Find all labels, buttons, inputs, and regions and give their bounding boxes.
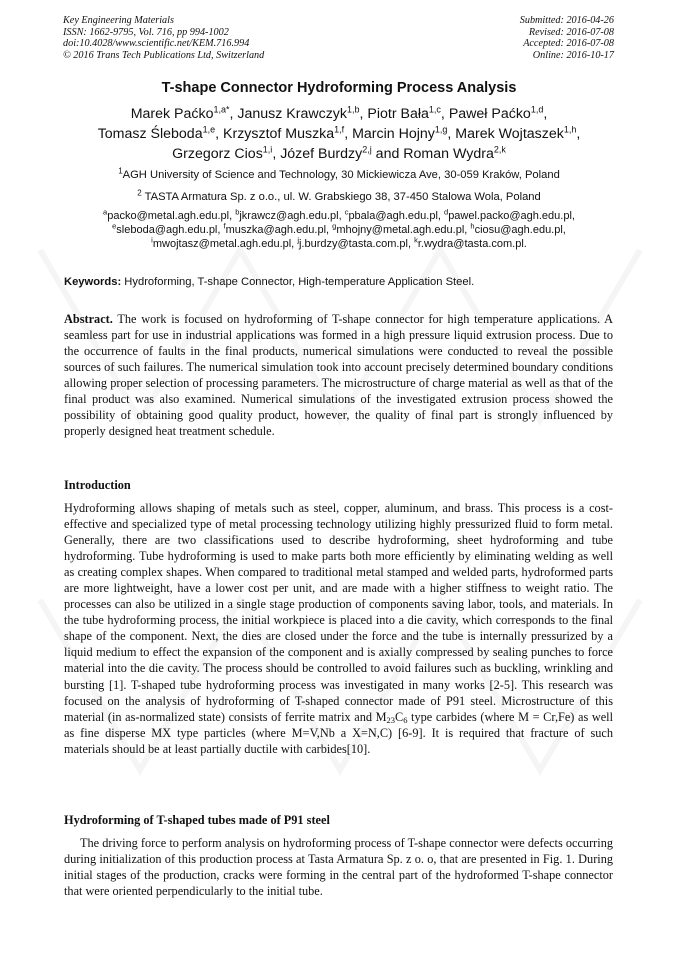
date-accepted: Accepted: 2016-07-08 <box>523 38 614 50</box>
author: Marcin Hojny$^{1,g}$, <box>352 124 456 142</box>
abstract <box>64 311 613 439</box>
section-paragraph: The driving force to perform analysis on hydroforming process of T-shape connector were defects occurring during initialization of this production process at Tasta Armatura Sp. z o. o, that are presented in Fig. 1. During initial stages of the production, cracks were forming in the central part of the hydroformed T-shape connector that were oriented perpendicularly to the initial tube. <box>64 836 613 899</box>
keywords-text: Hydroforming, T-shape Connector, High-temperature Application Steel. <box>121 276 475 288</box>
journal-issn: ISSN: 1662-9795, Vol. 716, pp 994-1002 <box>63 26 229 38</box>
author: Grzegorz Cios$^{1,i}$, <box>172 144 281 162</box>
email-list <box>40 209 638 251</box>
email[interactable]: $^b$jkrawcz@agh.edu.pl, <box>235 207 345 222</box>
author: Tomasz Śleboda$^{1,e}$, <box>97 124 223 142</box>
journal-info <box>63 15 264 61</box>
date-submitted: Submitted: 2016-04-26 <box>519 15 614 26</box>
affiliation-1: $^1$AGH University of Science and Technology, 30 Mickiewicza Ave, 30-059 Kraków, Poland <box>118 166 560 181</box>
author: Józef Burdzy$^{2,j}$ and <box>280 144 404 162</box>
author: Roman Wydra$^{2,k}$ <box>403 144 506 162</box>
journal-copyright: © 2016 Trans Tech Publications Ltd, Switzerland <box>63 49 265 61</box>
email-line <box>40 223 638 237</box>
publication-dates <box>520 15 614 61</box>
email[interactable]: $^i$mwojtasz@metal.agh.edu.pl, <box>151 235 298 250</box>
keywords <box>64 276 474 288</box>
author-list <box>40 104 638 164</box>
date-online: Online: 2016-10-17 <box>532 49 614 61</box>
author: Marek Wojtaszek$^{1,h}$, <box>455 124 581 142</box>
email[interactable]: $^e$sleboda@agh.edu.pl, <box>112 221 221 236</box>
email[interactable]: $^a$packo@metal.agh.edu.pl, <box>103 207 236 222</box>
keywords-label: Keywords: <box>64 276 122 288</box>
author: Janusz Krawczyk$^{1,b}$, <box>237 104 368 122</box>
author: Piotr Bała$^{1,c}$, <box>367 104 449 122</box>
author: Krzysztof Muszka$^{1,f}$, <box>223 124 353 142</box>
email[interactable]: $^c$pbala@agh.edu.pl, <box>344 207 445 222</box>
introduction-heading: Introduction <box>64 478 131 492</box>
email-line <box>40 209 638 223</box>
email[interactable]: $^k$r.wydra@tasta.com.pl. <box>414 235 527 250</box>
email[interactable]: $^d$pawel.packo@agh.edu.pl, <box>444 207 575 222</box>
journal-doi: doi:10.4028/www.scientific.net/KEM.716.994 <box>63 38 250 50</box>
author: Paweł Paćko$^{1,d}$, <box>448 104 548 122</box>
author: Marek Paćko$^{1,a*}$, <box>130 104 238 122</box>
date-revised: Revised: 2016-07-08 <box>528 26 614 38</box>
abstract-text: The work is focused on hydroforming of T-shape connector for high temperature applications. A seamless part for use in industrial applications was formed in a high pressure liquid extrusion process. Due to the occurrence of faults in the final products, numerical simulations were conducted to reveal the possible sources of such failures. The numerical simulation took into account precisely determined boundary conditions allowing proper selection of processing parameters. The microstructure of charge material as well as that of the final product was also examined. Numerical simulations of the investigated extrusion process showed the possibility of obtaining good quality product, however, the quality of final part is strongly influenced by properly designed heat treatment schedule. <box>64 312 613 439</box>
abstract-label: Abstract. <box>64 312 113 326</box>
email-line <box>40 237 638 251</box>
introduction-paragraph: Hydroforming allows shaping of metals such as steel, copper, aluminum, and brass. This process is a cost-effective and specialized type of metal processing technology utilizing highly pressurized fluid to form metal. Generally, there are two classifications used to describe hydroforming, sheet hydroforming and tube hydroforming. Tube hydroforming is used to make parts both more efficiently by eliminating welding as well as creating complex shapes. When compared to traditional metal stamped and welded parts, hydroformed parts are more lightweight, have a lower cost per unit, and are made with a higher stiffness to weight ratio. The processes can also be utilized in a single stage production of components saving labor, tools, and materials. In the tube hydroforming process, the initial workpiece is placed into a die cavity, which corresponds to the final shape of the component. Next, the dies are closed under the force and the tube is internally pressurized by a liquid medium to effect the expansion of the component and is axially compressed by sealing punches to force material into the die cavity. The process should be controlled to avoid failures such as buckling, wrinkling and bursting [1]. T-shaped tube hydroforming process was investigated in many works [2-5]. This research was focused on the analysis of hydroforming of T-shaped connector made of P91 steel. Microstructure of this material (in as-normalized state) consists of ferrite matrix and $M_{23}C_6$ type carbides (where M = Cr,Fe) as well as fine disperse MX type particles (where M=V,Nb a X=N,C) [6-9]. It is required that fracture of such materials should be at least partially ductile with carbides[10]. <box>64 501 613 756</box>
email[interactable]: $^h$ciosu@agh.edu.pl, <box>470 221 566 236</box>
journal-name: Key Engineering Materials <box>63 15 174 26</box>
email[interactable]: $^f$muszka@agh.edu.pl, <box>223 221 333 236</box>
email[interactable]: $^g$mhojny@metal.agh.edu.pl, <box>332 221 471 236</box>
affiliation-2: $^2$ TASTA Armatura Sp. z o.o., ul. W. Grabskiego 38, 37-450 Stalowa Wola, Poland <box>137 188 541 203</box>
email[interactable]: $^j$j.burdzy@tasta.com.pl, <box>297 235 415 250</box>
section-heading: Hydroforming of T-shaped tubes made of P91 steel <box>64 813 330 827</box>
paper-title: T-shape Connector Hydroforming Process Analysis <box>161 80 517 96</box>
